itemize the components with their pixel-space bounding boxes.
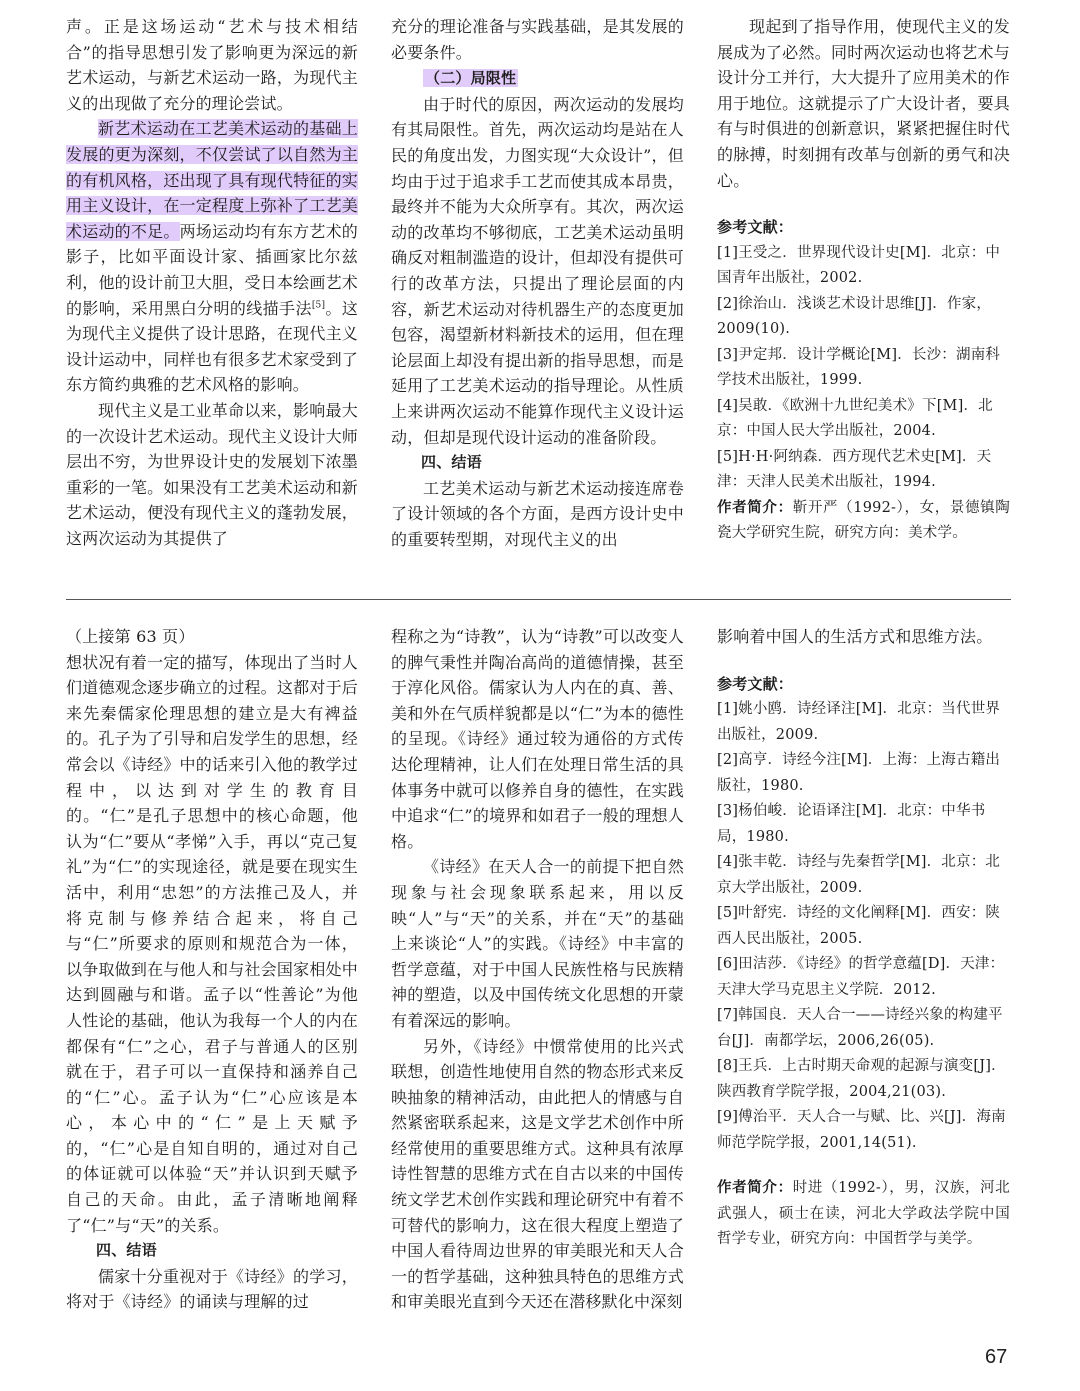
paragraph: 声。正是这场运动“艺术与技术相结合”的指导思想引发了影响更为深远的新艺术运动，与新艺术运动一路，为现代主义的出现做了充分的理论尝试。: [66, 17, 358, 113]
reference-item: [4]张丰乾．诗经与先秦哲学[M]．北京：北京大学出版社，2009.: [717, 854, 1001, 896]
reference-item: [5]H·H·阿纳森．西方现代艺术史[M]．天津：天津人民美术出版社，1994.: [717, 448, 992, 491]
author-bio: [717, 1176, 1010, 1253]
subsection-heading-text: （二）局限性: [425, 69, 517, 88]
bottom-column-2: [391, 624, 684, 1344]
paragraph: 由于时代的原因，两次运动的发展均有其局限性。首先，两次运动均是站在人民的角度出发，力图实现“大众设计”，但均由于过于追求手工艺而使其成本昂贵，最终并不能为大众所享有。其次，两次运动的改革均不够彻底，工艺美术运动虽明确反对粗制滥造的设计，但却没有提供可行的改革方法，只提出了理论层面的内容，新艺术运动对待机器生产的态度更加包容，渴望新材料新技术的运用，但在理论层面上却没有提出新的指导思想，而是延用了工艺美术运动的指导理论。从性质上来讲两次运动不能算作现代主义设计运动，但却是现代设计运动的准备阶段。: [391, 94, 684, 447]
spacer: [717, 1156, 1010, 1176]
page-number: 67: [985, 1346, 1008, 1368]
author-text: 靳开严（1992-），女，景德镇陶瓷大学研究生院，研究方向：美术学。: [717, 499, 1010, 542]
paragraph: 现代主义是工业革命以来，影响最大的一次设计艺术运动。现代主义设计大师层出不穷，为世界设计史的发展划下浓墨重彩的一笔。如果没有工艺美术运动和新艺术运动，便没有现代主义的蓬勃发展，这两次运动为其提供了: [66, 400, 358, 548]
reference-item: [2]徐治山．浅谈艺术设计思维[J]．作家，2009(10).: [717, 295, 992, 338]
reference-item: [8]王兵．上古时期天命观的起源与演变[J]．陕西教育学院学报，2004,21(03).: [717, 1058, 1006, 1100]
author-label: 作者简介：: [717, 499, 793, 516]
bottom-column-1: [66, 624, 358, 1344]
reference-item: [6]田洁莎．《诗经》的哲学意蕴[D]．天津：天津大学马克思主义学院．2012.: [717, 956, 1005, 998]
author-bio: [717, 496, 1010, 547]
author-label: 作者简介：: [717, 1180, 793, 1197]
references-title: 参考文献：: [717, 674, 794, 693]
reference-item: [3]尹定邦．设计学概论[M]．长沙：湖南科学技术出版社，1999.: [717, 346, 1001, 389]
paragraph: 儒家十分重视对于《诗经》的学习，将对于《诗经》的诵读与理解的过: [66, 1266, 358, 1312]
paragraph-text: 。这为现代主义提供了设计思路，在现代主义设计运动中，同样也有很多艺术家受到了东方简约典雅的艺术风格的影响。: [66, 298, 358, 395]
highlight: 新艺术运动在工艺美术运动的基础上发展的更为深刻，不仅尝试了以自然为主的有机风格，还出现了具有现代特征的实用主义设计，在一定程度上弥补了工艺美术运动的不足。: [66, 119, 358, 241]
paragraph: 影响着中国人的生活方式和思维方法。: [717, 627, 993, 646]
paragraph: 程称之为“诗教”，认为“诗教”可以改变人的脾气秉性并陶冶高尚的道德情操，甚至于淳化风俗。儒家认为人内在的真、善、美和外在气质样貌都是以“仁”为本的德性的呈现。《诗经》通过较为通俗的方式传达伦理精神，让人们在处理日常生活的具体事务中就可以修养自身的德性，在实践中追求“仁”的境界和如君子一般的理想人格。: [391, 627, 684, 851]
continued-note: （上接第 63 页）: [66, 627, 195, 646]
reference-item: [9]傅治平．天人合一与赋、比、兴[J]．海南师范学院学报，2001,14(51).: [717, 1109, 1006, 1151]
paragraph: 想状况有着一定的描写，体现出了当时人们道德观念逐步确立的过程。这都对于后来先秦儒家伦理思想的建立是大有裨益的。孔子为了引导和启发学生的思想，经常会以《诗经》中的话来引入他的教学过程中，以达到对学生的教育目的。“仁”是孔子思想中的核心命题，他认为“仁”要从“孝悌”入手，再以“克己复礼”为“仁”的实现途径，就是要在现实生活中，利用“忠恕”的方法推己及人，并将克制与修养结合起来，将自己与“仁”所要求的原则和规范合为一体，以争取做到在与他人和与社会国家相处中达到圆融与和谐。孟子以“性善论”为他人性论的基础，他认为我每一个人的内在都保有“仁”之心，君子与普通人的区别就在于，君子可以一直保持和涵养自己的“仁”心。孟子认为“仁”心应该是本心，本心中的“仁”是上天赋予的，“仁”心是自知自明的，通过对自己的体证就可以体验“天”并认识到天赋予自己的天命。由此，孟子清晰地阐释了“仁”与“天”的关系。: [66, 652, 358, 1235]
paragraph: 《诗经》在天人合一的前提下把自然现象与社会现象联系起来，用以反映“人”与“天”的关系，并在“天”的基础上来谈论“人”的实践。《诗经》中丰富的哲学意蕴，对于中国人民族性格与民族精神的塑造，以及中国传统文化思想的开蒙有着深远的影响。: [391, 857, 684, 1030]
reference-item: [7]韩国良．天人合一——诗经兴象的构建平台[J]．南都学坛，2006,26(05).: [717, 1007, 1003, 1049]
paragraph: 另外，《诗经》中惯常使用的比兴式联想，创造性地使用自然的物态形式来反映抽象的精神活动，由此把人的情感与自然紧密联系起来，这是文学艺术创作中所经常使用的重要思维方式。这种具有浓厚诗性智慧的思维方式在自古以来的中国传统文学艺术创作实践和理论研究中有着不可替代的影响力，这在很大程度上塑造了中国人看待周边世界的审美眼光和天人合一的哲学基础，这种独具特色的思维方式和审美眼光直到今天还在潜移默化中深刻: [391, 1036, 684, 1312]
bottom-column-3: [717, 624, 1010, 1344]
references-title: 参考文献：: [717, 218, 794, 237]
top-column-2: [391, 14, 684, 586]
paragraph: 现起到了指导作用，使现代主义的发展成为了必然。同时两次运动也将艺术与设计分工并行，大大提升了应用美术的作用于地位。这就提示了广大设计者，要具有与时俱进的创新意识，紧紧把握住时代的脉搏，时刻拥有改革与创新的勇气和决心。: [717, 17, 1010, 190]
highlighted-paragraph: [66, 116, 358, 398]
section-heading: 四、结语: [96, 1241, 157, 1260]
paragraph: 工艺美术运动与新艺术运动接连席卷了设计领域的各个方面，是西方设计史中的重要转型期，对现代主义的出: [391, 478, 684, 549]
section-heading: 四、结语: [421, 453, 482, 472]
reference-item: [3]杨伯峻．论语译注[M]．北京：中华书局，1980.: [717, 803, 986, 845]
top-column-3: [717, 14, 1010, 586]
reference-item: [5]叶舒宪．诗经的文化阐释[M]．西安：陕西人民出版社，2005.: [717, 905, 1001, 947]
reference-item: [1]王受之．世界现代设计史[M]．北京：中国青年出版社，2002.: [717, 244, 1001, 287]
reference-item: [4]吴敢．《欧洲十九世纪美术》下[M]．北京：中国人民大学出版社，2004.: [717, 397, 993, 440]
reference-item: [1]姚小鸥．诗经译注[M]．北京：当代世界出版社，2009.: [717, 701, 1001, 743]
top-column-1: [66, 14, 358, 586]
citation: [5]: [311, 300, 326, 311]
author-text: 时进（1992-），男，汉族，河北武强人，硕士在读，河北大学政法学院中国哲学专业，研究方向：中国哲学与美学。: [717, 1180, 1010, 1248]
paragraph-text: 两场运动均有东方艺术的影子，比如平面设计家、插画家比尔兹利，他的设计前卫大胆，受日本绘画艺术的影响，采用黑白分明的线描手法: [66, 221, 358, 318]
subsection-heading: [391, 65, 684, 92]
reference-item: [2]高亨．诗经今注[M]．上海：上海古籍出版社，1980.: [717, 752, 1001, 794]
section-divider: [66, 599, 1011, 600]
paragraph: 充分的理论准备与实践基础，是其发展的必要条件。: [391, 17, 684, 62]
